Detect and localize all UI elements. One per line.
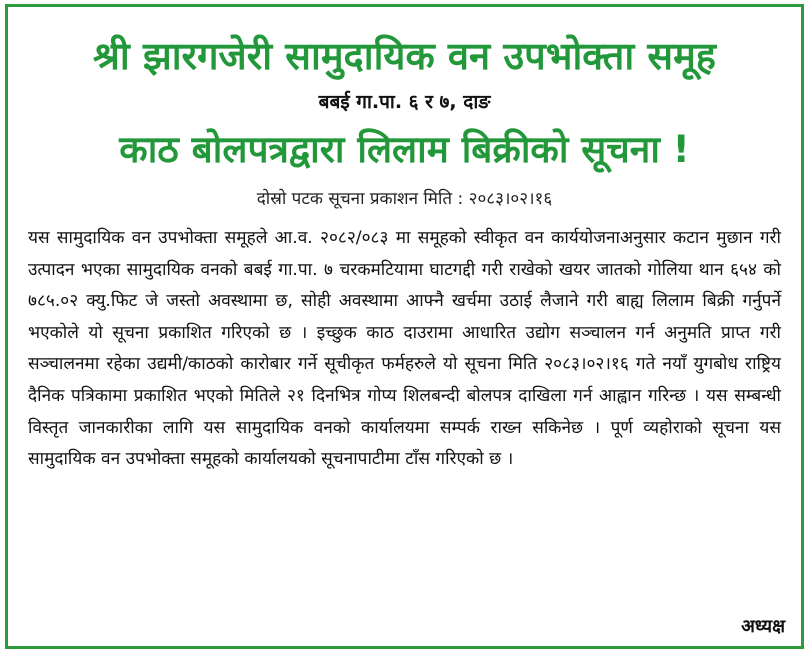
- publication-date-line: दोस्रो पटक सूचना प्रकाशन मिति : २०८३।०२।१६: [256, 189, 553, 209]
- notice-frame: [5, 4, 804, 649]
- notice-headline: काठ बोलपत्रद्वारा लिलाम बिक्रीको सूचना !: [119, 128, 690, 171]
- signature-chairperson: अध्यक्ष: [741, 616, 785, 637]
- group-title: श्री झारगजेरी सामुदायिक वन उपभोक्ता समूह: [93, 34, 716, 78]
- address-line: बबई गा.पा. ६ र ७, दाङ: [318, 91, 491, 113]
- notice-body: यस सामुदायिक वन उपभोक्ता समूहले आ.व. २०८२/०८३ मा समूहको स्वीकृत वन कार्ययोजनाअनुसार कटान मुछान गरी उत्पादन भएका सामुदायिक वनको बबई गा.पा. ७ चरकमटियामा घाटगद्दी गरी राखेको खयर जातको गोलिया थान ६५४ को ७८५.०२ क्यु.फिट जे जस्तो अवस्थामा छ, सोही अवस्थामा आफ्नै खर्चमा उठाई लैजाने गरी बाह्य लिलाम बिक्री गर्नुपर्ने भएकोले यो सूचना प्रकाशित गरिएको छ । इच्छुक काठ दाउरामा आधारित उद्योग सञ्चालन गर्न अनुमति प्राप्त गरी सञ्चालनमा रहेका उद्यमी/काठको कारोबार गर्ने सूचीकृत फर्महरुले यो सूचना मिति २०८३।०२।१६ गते नयाँ युगबोध राष्ट्रिय दैनिक पत्रिकामा प्रकाशित भएको मितिले २१ दिनभित्र गोप्य शिलबन्दी बोलपत्र दाखिला गर्न आह्वान गरिन्छ । यस सम्बन्धी विस्तृत जानकारीका लागि यस सामुदायिक वनको कार्यालयमा सम्पर्क राख्न सकिनेछ । पूर्ण व्यहोराको सूचना यस सामुदायिक वन उपभोक्ता समूहको कार्यालयको सूचनापाटीमा टाँस गरिएको छ ।: [28, 228, 781, 470]
